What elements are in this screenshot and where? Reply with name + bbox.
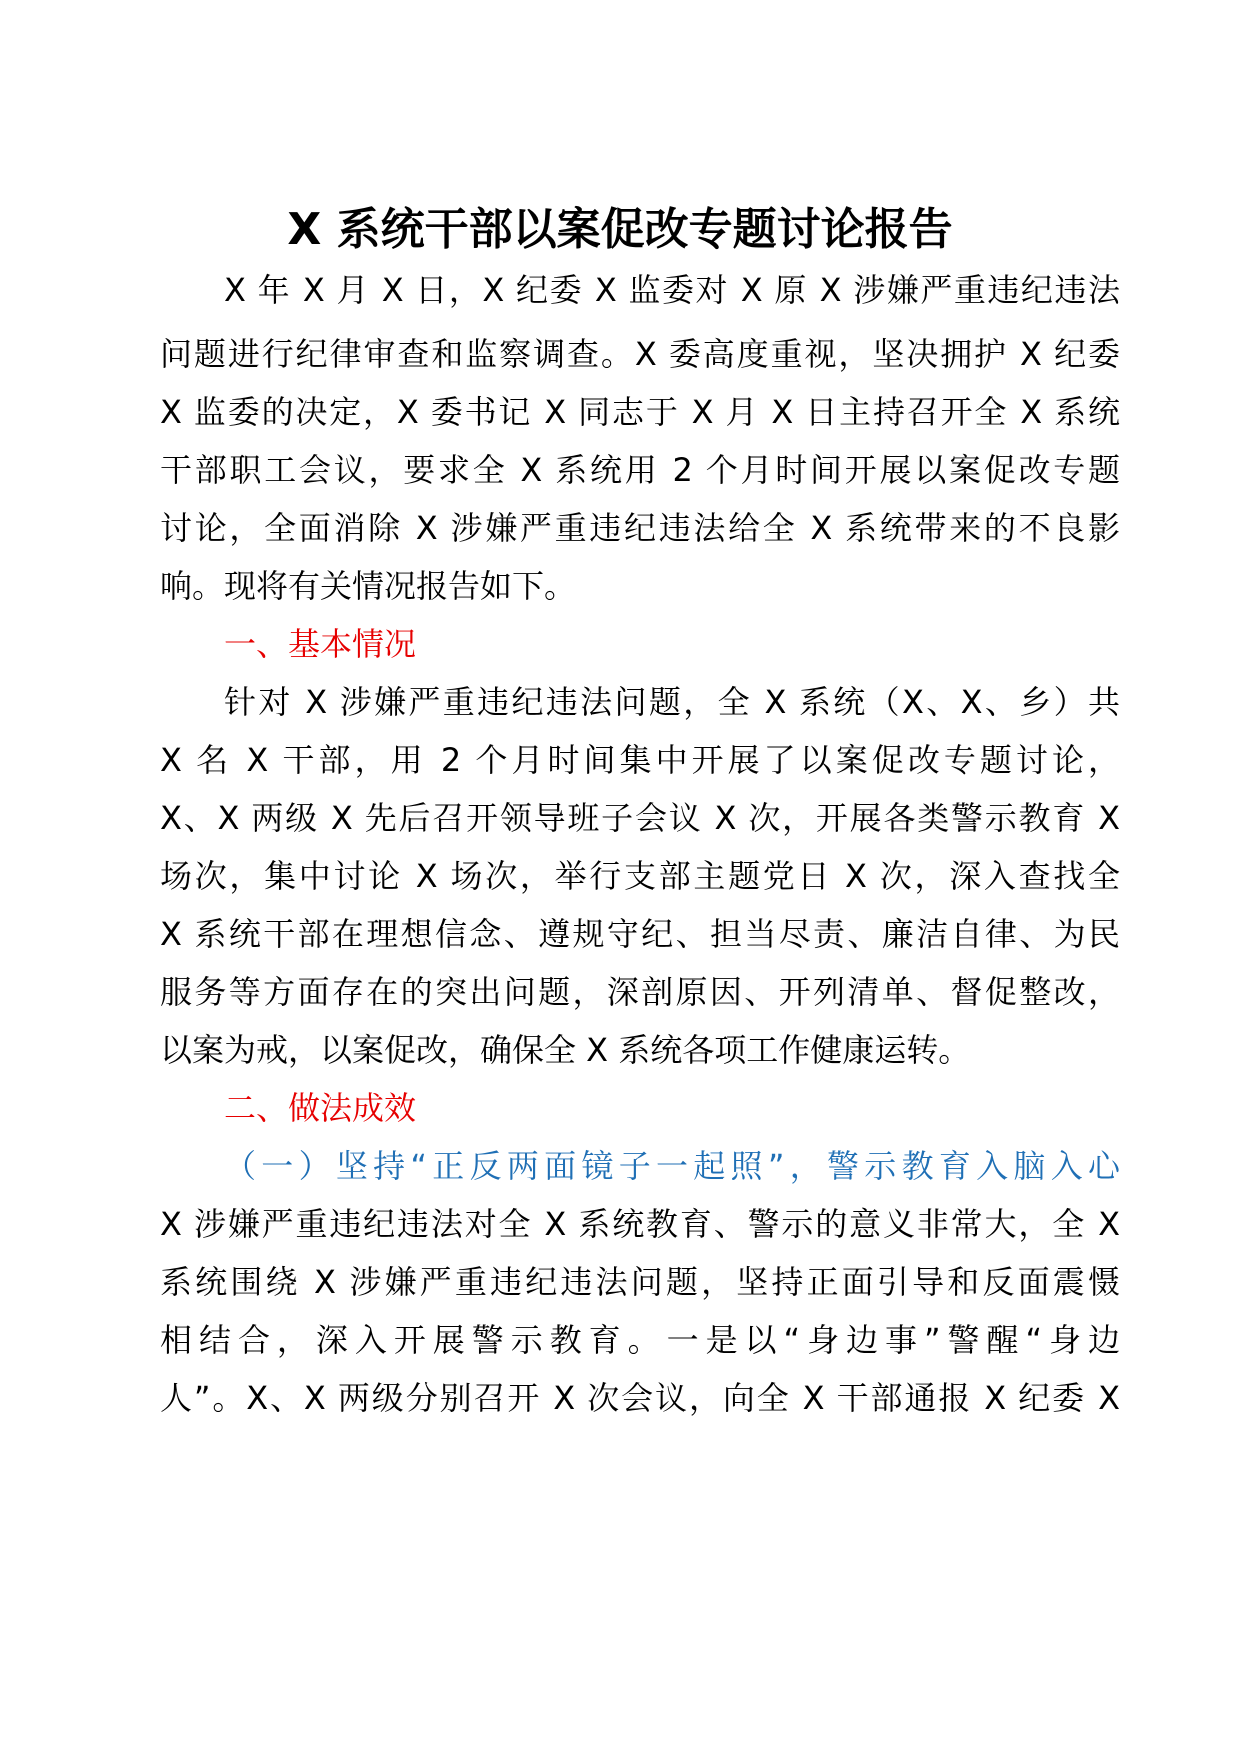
- paragraph-line: 问题进行纪律审查和监察调查。X 委高度重视，坚决拥护 X 纪委: [160, 335, 1120, 373]
- paragraph-line: 干部职工会议，要求全 X 系统用 2 个月时间开展以案促改专题: [160, 451, 1120, 489]
- paragraph-line: 响。现将有关情况报告如下。: [160, 567, 577, 605]
- paragraph-line: 针对 X 涉嫌严重违纪违法问题，全 X 系统（X、X、乡）共: [224, 683, 1120, 721]
- subsection-heading: （一）坚持“正反两面镜子一起照”，警示教育入脑入心: [224, 1147, 1120, 1185]
- paragraph-line: X 系统干部在理想信念、遵规守纪、担当尽责、廉洁自律、为民: [160, 915, 1120, 953]
- section-heading-practice: 二、做法成效: [224, 1089, 417, 1127]
- section-heading-basic: 一、基本情况: [224, 625, 417, 663]
- paragraph-line: X 名 X 干部，用 2 个月时间集中开展了以案促改专题讨论，: [160, 741, 1120, 779]
- paragraph-line: X 涉嫌严重违纪违法对全 X 系统教育、警示的意义非常大，全 X: [160, 1205, 1120, 1243]
- paragraph-line: 场次，集中讨论 X 场次，举行支部主题党日 X 次，深入查找全: [160, 857, 1120, 895]
- paragraph-line: X 监委的决定，X 委书记 X 同志于 X 月 X 日主持召开全 X 系统: [160, 393, 1120, 431]
- paragraph-line: 相结合，深入开展警示教育。一是以“身边事”警醒“身边: [160, 1321, 1120, 1359]
- paragraph-line: 以案为戒，以案促改，确保全 X 系统各项工作健康运转。: [160, 1031, 971, 1069]
- paragraph-line: 系统围绕 X 涉嫌严重违纪违法问题，坚持正面引导和反面震慑: [160, 1263, 1120, 1301]
- paragraph-line: 服务等方面存在的突出问题，深剖原因、开列清单、督促整改，: [160, 973, 1120, 1011]
- paragraph-line: X、X 两级 X 先后召开领导班子会议 X 次，开展各类警示教育 X: [160, 799, 1120, 837]
- paragraph-line: X 年 X 月 X 日，X 纪委 X 监委对 X 原 X 涉嫌严重违纪违法: [224, 271, 1120, 309]
- document-title: X 系统干部以案促改专题讨论报告: [287, 204, 953, 255]
- paragraph-line: 人”。X、X 两级分别召开 X 次会议，向全 X 干部通报 X 纪委 X: [160, 1379, 1120, 1417]
- paragraph-line: 讨论，全面消除 X 涉嫌严重违纪违法给全 X 系统带来的不良影: [160, 509, 1120, 547]
